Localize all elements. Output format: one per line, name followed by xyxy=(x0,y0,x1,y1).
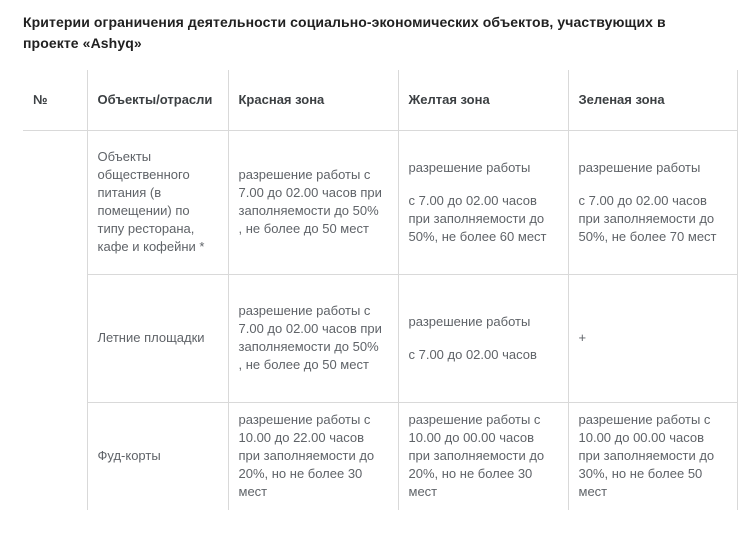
header-cell-red-zone: Красная зона xyxy=(228,70,398,130)
green-zone-text: разрешение работы с 10.00 до 00.00 часов при заполняемости до 30%, но не более 50 мест xyxy=(578,412,715,500)
header-cell-objects: Объекты/отрасли xyxy=(87,70,228,130)
green-zone-cell xyxy=(568,274,737,402)
red-zone-cell xyxy=(228,274,398,402)
yellow-zone-text: разрешение работы с 10.00 до 00.00 часов при заполняемости до 20%, но не более 30 мест xyxy=(408,412,545,500)
yellow-zone-text: разрешение работы xyxy=(408,313,531,329)
header-cell-green-zone: Зеленая зона xyxy=(568,70,737,130)
object-cell xyxy=(87,402,228,510)
red-zone-text: разрешение работы с 7.00 до 02.00 часов при заполняемости до 50% , не более до 50 мест xyxy=(238,303,382,372)
green-zone-cell xyxy=(568,130,737,274)
object-label: Объекты общественного питания (в помещении) по типу ресторана, кафе и кофейни * xyxy=(97,149,205,254)
yellow-zone-text: с 7.00 до 02.00 часов xyxy=(408,346,537,362)
object-cell xyxy=(87,274,228,402)
table-header-row xyxy=(23,70,737,130)
yellow-zone-text: разрешение работы xyxy=(408,159,531,175)
green-zone-cell xyxy=(568,402,737,510)
yellow-zone-text: с 7.00 до 02.00 часов при заполняемости до 50%, не более 60 мест xyxy=(408,192,547,244)
red-zone-cell xyxy=(228,130,398,274)
table-row xyxy=(23,130,737,274)
object-label: Фуд-корты xyxy=(97,448,161,464)
red-zone-cell xyxy=(228,402,398,510)
object-cell xyxy=(87,130,228,274)
table-row xyxy=(23,402,737,510)
red-zone-text: разрешение работы с 10.00 до 22.00 часов при заполняемости до 20%, но не более 30 мест xyxy=(238,412,375,500)
header-cell-yellow-zone: Желтая зона xyxy=(398,70,568,130)
yellow-zone-cell xyxy=(398,274,568,402)
row-number-cell xyxy=(23,130,87,510)
table-row xyxy=(23,274,737,402)
page-title: Критерии ограничения деятельности социально-экономических объектов, участвующих в проекте «Ashyq» xyxy=(23,14,666,51)
green-zone-text: + xyxy=(578,330,587,345)
header-cell-number: № xyxy=(23,70,87,130)
green-zone-text: с 7.00 до 02.00 часов при заполняемости до 50%, не более 70 мест xyxy=(578,192,717,244)
object-label: Летние площадки xyxy=(97,330,205,345)
red-zone-text: разрешение работы с 7.00 до 02.00 часов при заполняемости до 50% , не более до 50 мест xyxy=(238,167,382,236)
restrictions-table xyxy=(23,70,738,510)
yellow-zone-cell xyxy=(398,130,568,274)
yellow-zone-cell xyxy=(398,402,568,510)
green-zone-text: разрешение работы xyxy=(578,159,701,175)
